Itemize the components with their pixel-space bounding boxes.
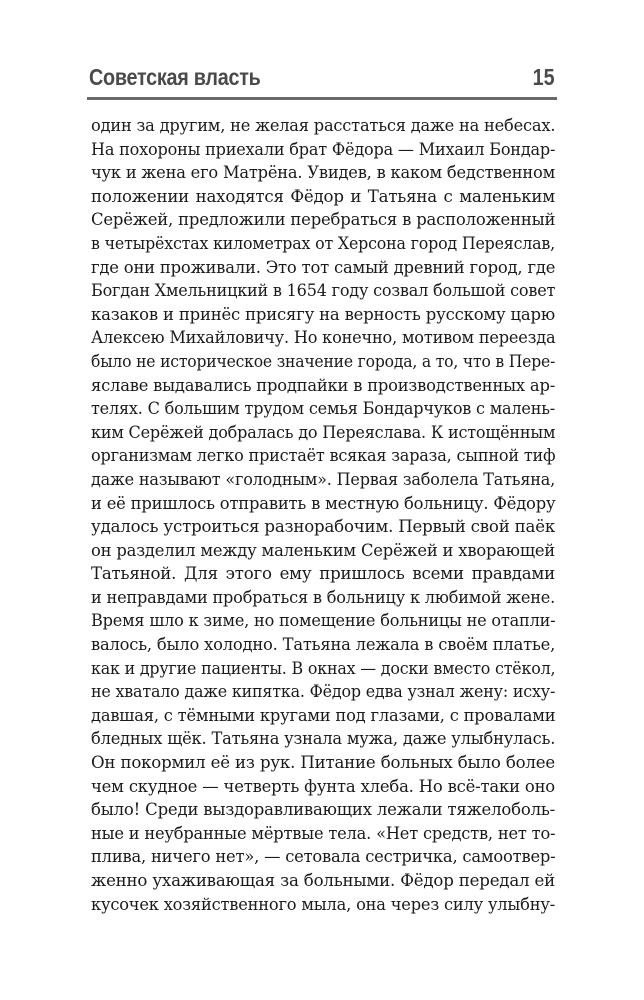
section-title: Советская власть	[89, 64, 261, 90]
text-line: удалось устроиться разнорабочим. Первый свой паёк	[91, 517, 555, 537]
text-line: ные и неубранные мёртвые тела. «Нет средств, нет то-	[91, 823, 556, 843]
text-line: женно ухаживающая за больными. Фёдор передал ей	[91, 871, 555, 890]
text-line: в четырёхстах километрах от Херсона город Переяслав,	[91, 233, 555, 253]
page-number: 15	[532, 64, 555, 90]
text-line: чук и жена его Матрёна. Увидев, в каком бедственном	[91, 163, 556, 183]
text-line: телях. С большим трудом семья Бондарчуков с малень-	[91, 399, 555, 419]
text-line: валось, было холодно. Татьяна лежала в своём платье,	[91, 635, 556, 655]
text-line: На похороны приехали брат Фёдора — Михаил Бондар-	[91, 139, 556, 159]
text-line: ким Серёжей добралась до Переяслава. К истощённым	[91, 422, 556, 442]
text-line: не хватало даже кипятка. Фёдор едва узнал жену: исху-	[91, 682, 556, 702]
text-line: один за другим, не желая расстаться даже на небесах.	[91, 116, 556, 135]
text-line: было не историческое значение города, а то, что в Пере-	[91, 351, 556, 371]
text-line: плива, ничего нет», — сетовала сестричка, самоотвер-	[91, 847, 556, 867]
text-line: было! Среди выздоравливающих лежали тяжелоболь-	[91, 800, 555, 820]
text-line: организмам легко пристаёт всякая зараза, сыпной тиф	[91, 446, 556, 466]
text-line: Время шло к зиме, но помещение больницы не отапли-	[91, 611, 556, 631]
text-line: чем скудное — четверть фунта хлеба. Но всё-таки оно	[91, 776, 555, 796]
text-line: где они проживали. Это тот самый древний город, где	[91, 257, 556, 277]
text-line: Алексею Михайловичу. Но конечно, мотивом переезда	[91, 328, 556, 348]
text-line: даже называют «голодным». Первая заболела Татьяна,	[91, 469, 556, 489]
text-line: положении находятся Фёдор и Татьяна с маленьким	[91, 186, 555, 206]
text-line: как и другие пациенты. В окнах — доски вместо стёкол,	[91, 658, 556, 678]
text-line: кусочек хозяйственного мыла, она через силу улыбну-	[91, 894, 556, 914]
text-line: бледных щёк. Татьяна узнала мужа, даже улыбнулась.	[91, 729, 556, 749]
text-line: Он покормил её из рук. Питание больных было более	[91, 753, 555, 773]
text-line: яславе выдавались продпайки в производственных ар-	[91, 375, 556, 395]
text-line: Серёжей, предложили перебраться в расположенный	[91, 210, 556, 230]
text-line: и её пришлось отправить в местную больницу. Фёдору	[91, 493, 556, 513]
running-head	[87, 62, 557, 102]
text-line: давшая, с тёмными кругами под глазами, с провалами	[91, 705, 556, 725]
body-text	[91, 114, 555, 916]
text-line: казаков и принёс присягу на верность русскому царю	[91, 304, 555, 324]
header-rule	[87, 97, 557, 100]
text-line: Татьяной. Для этого ему пришлось всеми правдами	[91, 564, 555, 584]
text-line: Богдан Хмельницкий в 1654 году созвал большой совет	[91, 281, 556, 301]
text-line: и неправдами пробраться в больницу к любимой жене.	[91, 587, 556, 607]
text-line: он разделил между маленьким Серёжей и хворающей	[91, 540, 555, 560]
